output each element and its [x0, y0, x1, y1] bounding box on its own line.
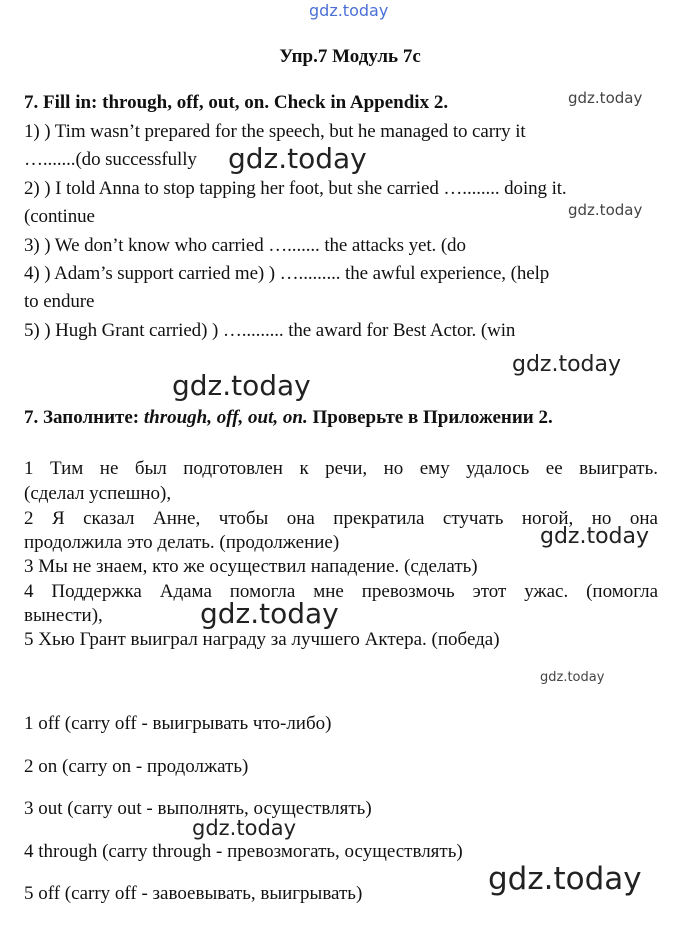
answer-item: 1 off (carry off - выигрывать что-либо)	[24, 713, 332, 734]
exercise-en-line: 4) ) Adam’s support carried me) ) …......... the awful experience, (help	[24, 263, 550, 284]
exercise-ru-line: (сделал успешно),	[24, 483, 172, 504]
watermark: gdz.today	[228, 142, 367, 175]
exercise-ru-line: вынести),	[24, 605, 103, 626]
exercise-ru-line: 1 Тим не был подготовлен к речи, но ему удалось ее выиграть.	[24, 458, 658, 479]
exercise-en-line: 5) ) Hugh Grant carried) ) …......... the award for Best Actor. (win	[24, 320, 516, 341]
watermark: gdz.today	[512, 352, 622, 377]
exercise-en-heading: 7. Fill in: through, off, out, on. Check in Appendix 2.	[24, 92, 449, 113]
answer-item: 4 through (carry through - превозмогать, осуществлять)	[24, 841, 463, 862]
watermark: gdz.today	[488, 861, 642, 897]
exercise-en-line: to endure	[24, 291, 95, 312]
heading-ru-prefix: 7. Заполните:	[24, 407, 144, 428]
watermark: gdz.today	[540, 670, 605, 685]
watermark: gdz.today	[192, 816, 297, 840]
exercise-ru-line: 3 Мы не знаем, кто же осуществил нападение. (сделать)	[24, 556, 478, 577]
watermark: gdz.today	[568, 89, 643, 107]
exercise-ru-line: 4 Поддержка Адама помогла мне превозмочь этот ужас. (помогла	[24, 581, 658, 602]
answer-item: 5 off (carry off - завоевывать, выигрывать)	[24, 883, 363, 904]
watermark: gdz.today	[172, 369, 311, 402]
heading-ru-words: through, off, out, on.	[143, 407, 308, 428]
exercise-ru-line: 2 Я сказал Анне, чтобы она прекратила стучать ногой, но она	[24, 508, 658, 529]
watermark: gdz.today	[568, 201, 643, 219]
exercise-en-line: 3) ) We don’t know who carried …....... the attacks yet. (do	[24, 235, 466, 256]
heading-ru-suffix: Проверьте в Приложении 2.	[307, 407, 553, 428]
exercise-ru-heading	[24, 408, 553, 427]
watermark: gdz.today	[200, 597, 339, 630]
exercise-en-line: 1) ) Tim wasn’t prepared for the speech, but he managed to carry it	[24, 121, 526, 142]
watermark-top[interactable]: gdz.today	[309, 1, 389, 20]
page-title: Упр.7 Модуль 7с	[279, 46, 421, 67]
exercise-en-line: 2) ) I told Anna to stop tapping her foot, but she carried …........ doing it.	[24, 178, 567, 199]
exercise-ru-line: 5 Хью Грант выиграл награду за лучшего Актера. (победа)	[24, 629, 500, 650]
answer-item: 3 out (carry out - выполнять, осуществлять)	[24, 798, 372, 819]
exercise-ru-line: продолжила это делать. (продолжение)	[24, 532, 340, 553]
exercise-en-line: (continue	[24, 206, 95, 227]
answer-item: 2 on (carry on - продолжать)	[24, 756, 249, 777]
watermark: gdz.today	[540, 524, 650, 549]
exercise-en-line: ….......(do successfully	[24, 149, 197, 170]
